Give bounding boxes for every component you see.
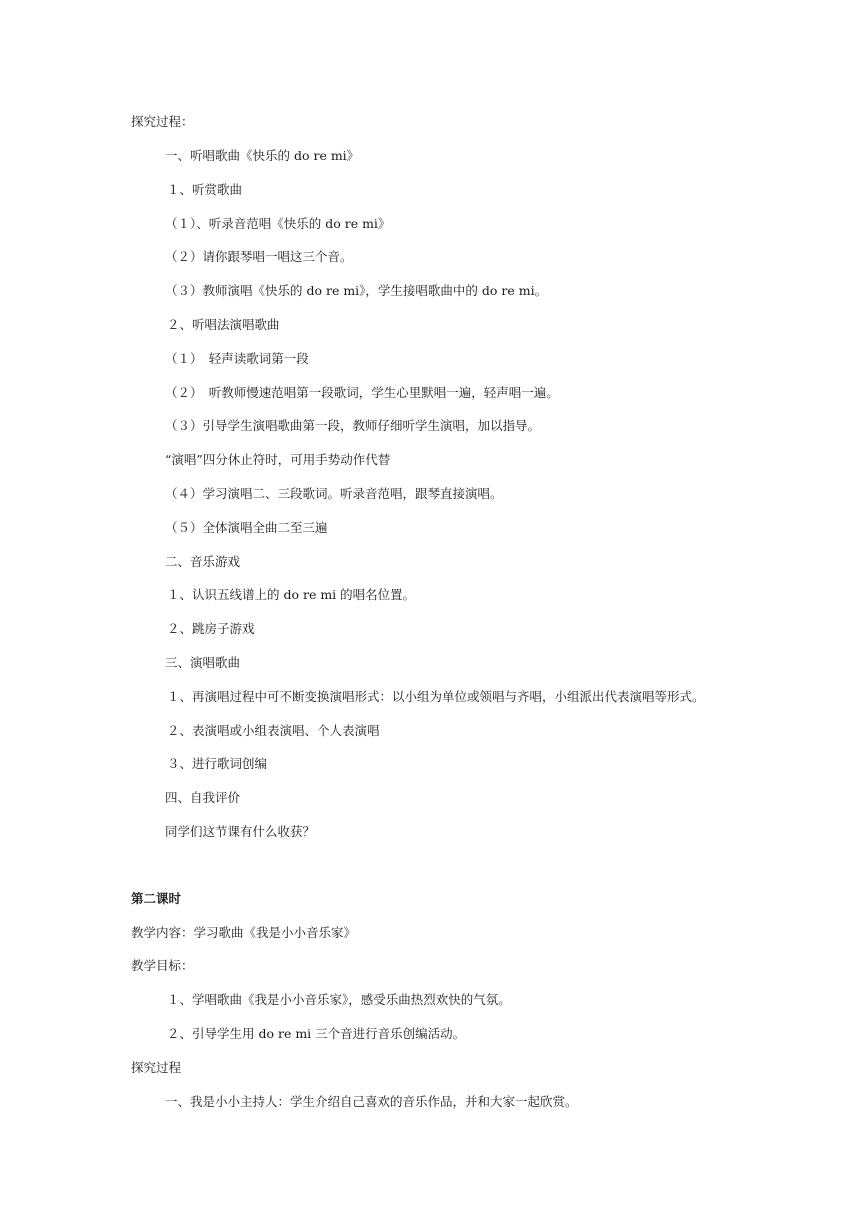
list-item: （４）学习演唱二、三段歌词。听录音范唱，跟琴直接演唱。 bbox=[165, 486, 503, 501]
lesson-title: 第二课时 bbox=[131, 891, 182, 906]
teaching-goals-label: 教学目标： bbox=[131, 958, 194, 973]
list-item: （５）全体演唱全曲二至三遍 bbox=[165, 520, 328, 535]
section-heading: 探究过程 bbox=[131, 1060, 182, 1075]
list-item: （２） 听教师慢速范唱第一段歌词，学生心里默唱一遍，轻声唱一遍。 bbox=[165, 385, 559, 400]
teaching-content: 教学内容：学习歌曲《我是小小音乐家》 bbox=[131, 925, 357, 940]
list-item: （３）教师演唱《快乐的 do re mi》，学生接唱歌曲中的 do re mi。 bbox=[165, 283, 548, 298]
heading-level-1: 三、演唱歌曲 bbox=[165, 655, 241, 670]
list-item: ３、进行歌词创编 bbox=[167, 756, 268, 771]
paragraph: 同学们这节课有什么收获？ bbox=[165, 824, 316, 839]
heading-level-2: １、听赏歌曲 bbox=[167, 182, 243, 197]
list-item: １、再演唱过程中可不断变换演唱形式：以小组为单位或领唱与齐唱，小组派出代表演唱等形式。 bbox=[167, 689, 705, 704]
list-item: ２、跳房子游戏 bbox=[167, 621, 255, 636]
list-item: １、学唱歌曲《我是小小音乐家》，感受乐曲热烈欢快的气氛。 bbox=[167, 992, 511, 1007]
section-heading: 探究过程： bbox=[131, 114, 194, 129]
heading-level-1: 一、听唱歌曲《快乐的 do re mi》 bbox=[165, 148, 360, 163]
list-item: １、认识五线谱上的 do re mi 的唱名位置。 bbox=[167, 587, 416, 602]
list-item: （１）、听录音范唱《快乐的 do re mi》 bbox=[165, 216, 391, 231]
list-item: ２、表演唱或小组表演唱、个人表演唱 bbox=[167, 723, 380, 738]
list-item: ２、引导学生用 do re mi 三个音进行音乐创编活动。 bbox=[167, 1026, 466, 1041]
list-item: （２）请你跟琴唱一唱这三个音。 bbox=[165, 249, 353, 264]
heading-level-1: 一、我是小小主持人：学生介绍自己喜欢的音乐作品，并和大家一起欣赏。 bbox=[165, 1094, 578, 1109]
heading-level-2: ２、听唱法演唱歌曲 bbox=[167, 317, 280, 332]
heading-level-1: 二、音乐游戏 bbox=[165, 554, 241, 569]
heading-level-1: 四、自我评价 bbox=[165, 790, 241, 805]
list-item: （３）引导学生演唱歌曲第一段，教师仔细听学生演唱，加以指导。 bbox=[165, 418, 541, 433]
list-item: （１） 轻声读歌词第一段 bbox=[165, 351, 309, 366]
paragraph: “演唱”四分休止符时，可用手势动作代替 bbox=[165, 452, 391, 467]
